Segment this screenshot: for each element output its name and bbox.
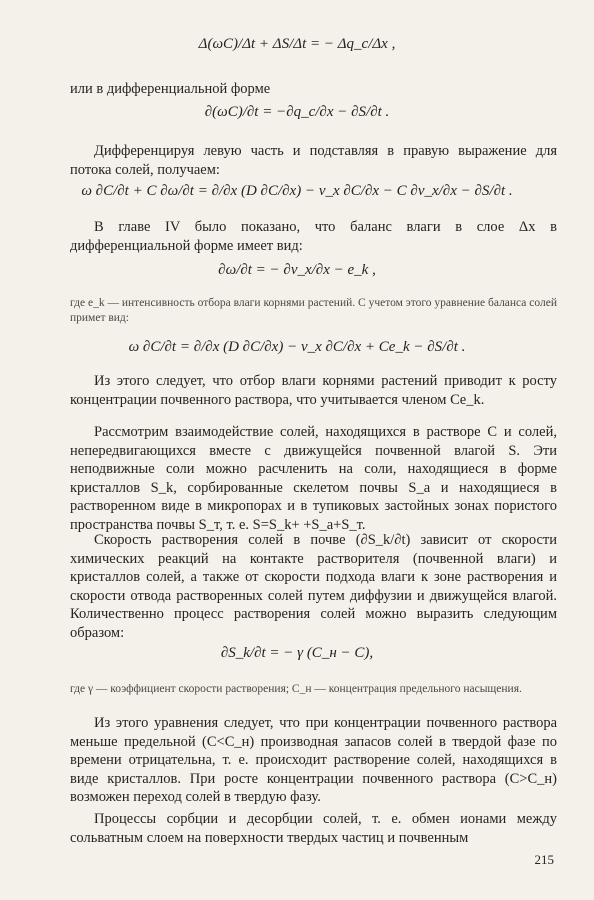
paragraph-concentration-consequence: Из этого уравнения следует, что при концентрации почвенного раствора меньше предельной (C<C_н) производная запасов солей в твердой фазе по времени отрицательна, т. е. происходит растворение солей, находящихся в виде кристаллов. При росте концентрации почвенного раствора (C>C_н) возможен переход солей в твердую фазу. [70, 715, 557, 806]
paragraph-differential-form: или в дифференциальной форме [70, 81, 271, 97]
equation-salt-balance-final: ω ∂C/∂t = ∂/∂x (D ∂C/∂x) − v_x ∂C/∂x + Ce_k − ∂S/∂t . [128, 339, 466, 355]
equation-salt-balance-finite: Δ(ωC)/Δt + ΔS/Δt = − Δq_c/Δx , [198, 36, 396, 52]
paragraph-root-uptake-consequence: Из этого следует, что отбор влаги корнями растений приводит к росту концентрации почвенного раствора, что учитывается членом Ce_k. [70, 373, 557, 408]
equation-moisture-balance: ∂ω/∂t = − ∂v_x/∂x − e_k , [218, 262, 376, 278]
equation-expanded: ω ∂C/∂t + C ∂ω/∂t = ∂/∂x (D ∂C/∂x) − v_x ∂C/∂x − C ∂v_x/∂x − ∂S/∂t . [81, 183, 513, 199]
paragraph-differentiating: Дифференцируя левую часть и подставляя в правую выражение для потока солей, получаем: [70, 143, 557, 178]
note-dissolution-coefficient: где γ — коэффициент скорости растворения; C_н — концентрация предельного насыщения. [70, 683, 522, 695]
paragraph-dissolution-rate: Скорость растворения солей в почве (∂S_k/∂t) зависит от скорости химических реакций на контакте растворителя (почвенной влаги) и кристаллов солей, а также от скорости подхода влаги к зоне растворения и скорости отвода растворенных солей путем диффузии и движущейся влагой. Количественно процесс растворения солей можно выразить следующим образом: [70, 532, 557, 641]
note-root-uptake: где e_k — интенсивность отбора влаги корнями растений. С учетом этого уравнение баланса солей примет вид: [70, 297, 557, 324]
paragraph-chapter-iv: В главе IV было показано, что баланс влаги в слое Δx в дифференциальной форме имеет вид: [70, 219, 557, 254]
equation-salt-balance-differential: ∂(ωC)/∂t = −∂q_c/∂x − ∂S/∂t . [204, 104, 390, 120]
page-number: 215 [534, 852, 554, 867]
equation-dissolution: ∂S_k/∂t = − γ (C_н − C), [220, 645, 374, 661]
paragraph-sorption: Процессы сорбции и десорбции солей, т. е. обмен ионами между сольватным слоем на поверхности твердых частиц и почвенным [70, 811, 557, 846]
paragraph-salt-interaction: Рассмотрим взаимодействие солей, находящихся в растворе C и солей, непередвигающихся вместе с движущейся почвенной влагой S. Эти неподвижные соли можно расчленить на соли, находящиеся в форме кристаллов S_k, сорбированные скелетом почвы S_a и находящиеся в растворенном виде в микропорах и в тупиковых застойных зонах пористого пространства почвы S_т, т. е. S=S_k+ +S_a+S_т. [70, 424, 557, 533]
